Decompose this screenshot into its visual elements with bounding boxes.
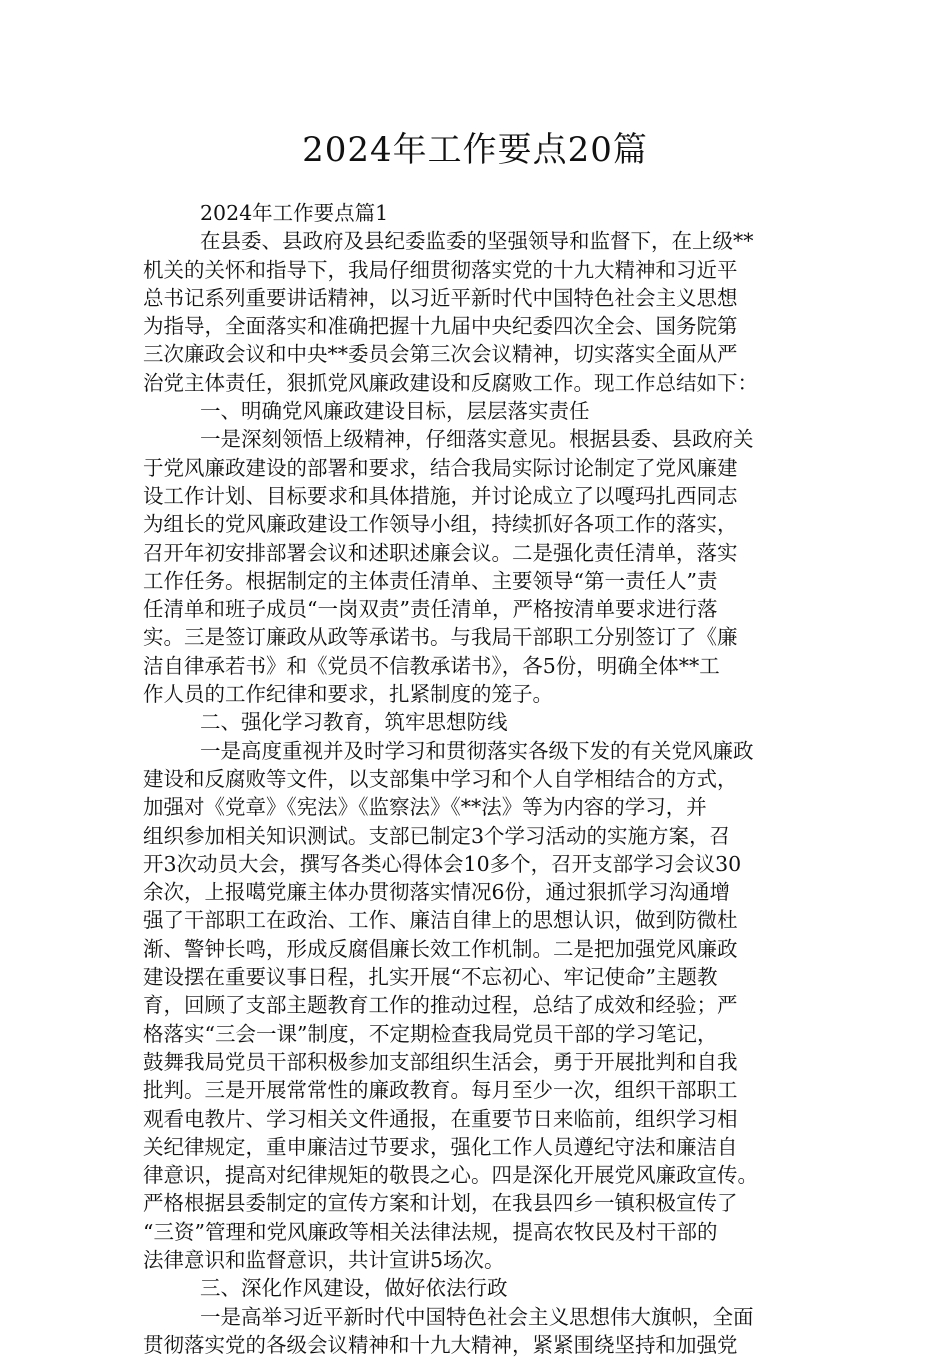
text-line: 一是高举习近平新时代中国特色社会主义思想伟大旗帜，全面 (200, 1304, 754, 1329)
text-line: 余次，上报噶党廉主体办贯彻落实情况6份，通过狠抓学习沟通增 (143, 880, 731, 905)
text-line: 在县委、县政府及县纪委监委的坚强领导和监督下，在上级** (200, 229, 754, 254)
text-line: 渐、警钟长鸣，形成反腐倡廉长效工作机制。二是把加强党风廉政 (143, 936, 738, 961)
text-line: 总书记系列重要讲话精神，以习近平新时代中国特色社会主义思想 (143, 285, 738, 310)
text-line: 关纪律规定，重申廉洁过节要求，强化工作人员遵纪守法和廉洁自 (143, 1134, 738, 1159)
text-line: 工作任务。根据制定的主体责任清单、主要领导“第一责任人”责 (143, 568, 718, 593)
text-line: 开3次动员大会，撰写各类心得体会10多个，召开支部学习会议30 (143, 851, 742, 876)
text-line: 建设摆在重要议事日程，扎实开展“不忘初心、牢记使命”主题教 (143, 965, 718, 990)
text-line: 召开年初安排部署会议和述职述廉会议。二是强化责任清单，落实 (143, 540, 738, 565)
text-line: 强了干部职工在政治、工作、廉洁自律上的思想认识，做到防微杜 (143, 908, 738, 933)
text-line: 三、深化作风建设，做好依法行政 (200, 1276, 508, 1301)
text-line: 律意识，提高对纪律规矩的敬畏之心。四是深化开展党风廉政宣传。 (143, 1163, 758, 1188)
text-line: 一是深刻领悟上级精神，仔细落实意见。根据县委、县政府关 (200, 427, 754, 452)
text-line: 洁自律承若书》和《党员不信教承诺书》，各5份，明确全体**工 (143, 653, 720, 678)
text-line: 建设和反腐败等文件，以支部集中学习和个人自学相结合的方式， (143, 766, 738, 791)
text-line: 二、强化学习教育，筑牢思想防线 (200, 710, 508, 735)
document-body (143, 199, 811, 1359)
document-title: 2024年工作要点20篇 (302, 130, 648, 170)
text-line: 三次廉政会议和中央**委员会第三次会议精神，切实落实全面从严 (143, 342, 738, 367)
text-line: 任清单和班子成员“一岗双责”责任清单，严格按清单要求进行落 (143, 597, 718, 622)
text-line: “三资”管理和党风廉政等相关法律法规，提高农牧民及村干部的 (143, 1219, 718, 1244)
text-line: 法律意识和监督意识，共计宣讲5场次。 (143, 1247, 505, 1272)
text-line: 鼓舞我局党员干部积极参加支部组织生活会，勇于开展批判和自我 (143, 1049, 738, 1074)
text-line: 2024年工作要点篇1 (200, 201, 389, 225)
text-line: 批判。三是开展常常性的廉政教育。每月至少一次，组织干部职工 (143, 1078, 738, 1103)
text-line: 一、明确党风廉政建设目标，层层落实责任 (200, 399, 590, 424)
text-line: 作人员的工作纪律和要求，扎紧制度的笼子。 (143, 682, 553, 707)
text-line: 贯彻落实党的各级会议精神和十九大精神，紧紧围绕坚持和加强党 (143, 1332, 738, 1357)
text-line: 加强对《党章》《宪法》《监察法》《**法》等为内容的学习，并 (143, 795, 707, 820)
text-line: 为指导，全面落实和准确把握十九届中央纪委四次全会、国务院第 (143, 314, 738, 339)
text-line: 实。三是签订廉政从政等承诺书。与我局干部职工分别签订了《廉 (143, 625, 738, 650)
text-line: 治党主体责任，狠抓党风廉政建设和反腐败工作。现工作总结如下： (143, 370, 758, 395)
text-line: 育，回顾了支部主题教育工作的推动过程，总结了成效和经验；严 (143, 993, 738, 1018)
text-line: 于党风廉政建设的部署和要求，结合我局实际讨论制定了党风廉建 (143, 455, 738, 480)
text-line: 机关的关怀和指导下，我局仔细贯彻落实党的十九大精神和习近平 (143, 257, 738, 282)
text-line: 严格根据县委制定的宣传方案和计划，在我县四乡一镇积极宣传了 (143, 1191, 738, 1216)
text-line: 组织参加相关知识测试。支部已制定3个学习活动的实施方案，召 (143, 823, 731, 848)
text-line: 一是高度重视并及时学习和贯彻落实各级下发的有关党风廉政 (200, 738, 754, 763)
text-line: 格落实“三会一课”制度，不定期检查我局党员干部的学习笔记， (143, 1021, 718, 1046)
text-line: 观看电教片、学习相关文件通报，在重要节日来临前，组织学习相 (143, 1106, 738, 1131)
text-line: 为组长的党风廉政建设工作领导小组，持续抓好各项工作的落实， (143, 512, 738, 537)
text-line: 设工作计划、目标要求和具体措施，并讨论成立了以嘎玛扎西同志 (143, 483, 738, 508)
